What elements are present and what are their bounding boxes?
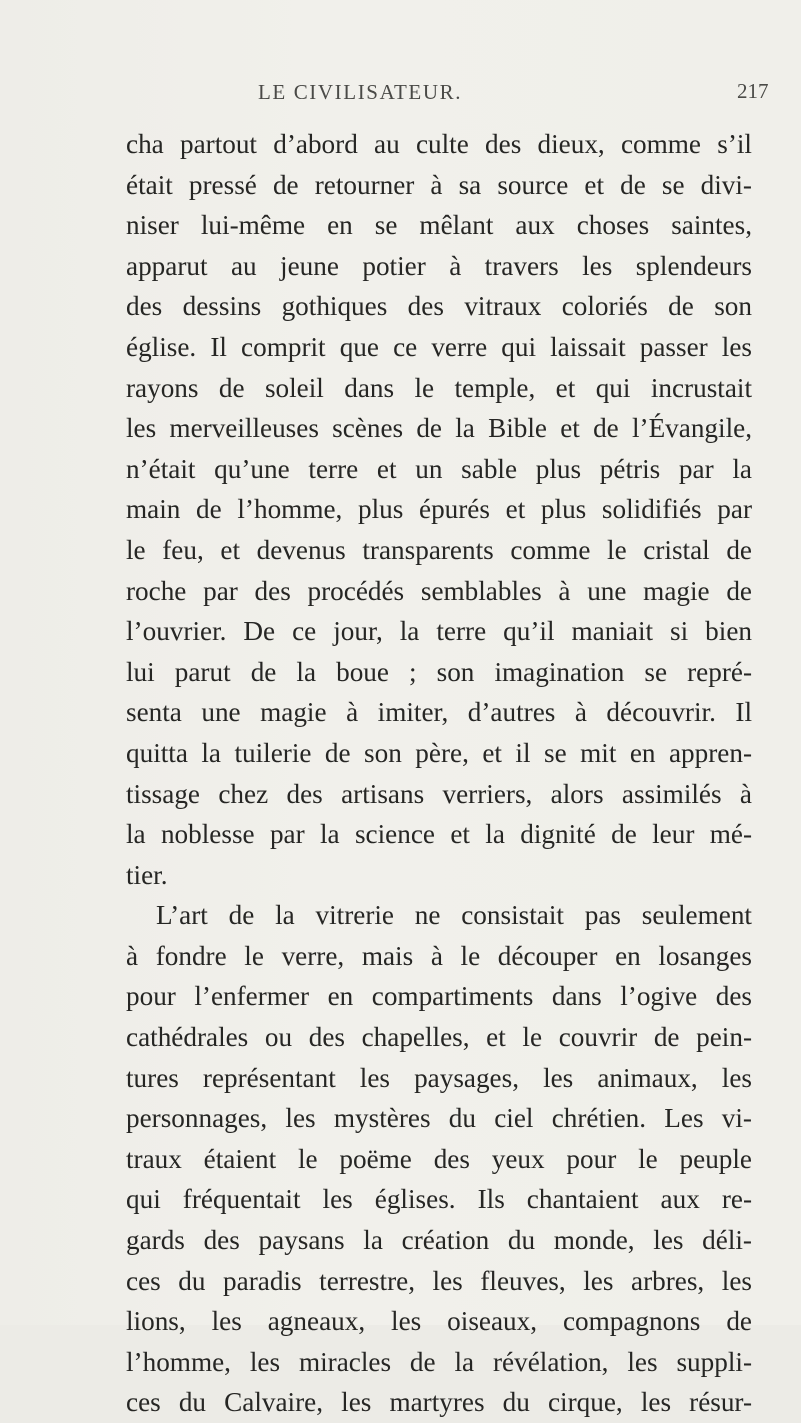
text-line: des dessins gothiques des vitraux coloriés de son bbox=[126, 291, 752, 322]
page-number: 217 bbox=[737, 79, 769, 103]
text-line: le feu, et devenus transparents comme le cristal de bbox=[126, 534, 752, 565]
text-line: n’était qu’une terre et un sable plus pétris par la bbox=[126, 453, 752, 484]
text-line-paragraph-start: L’art de la vitrerie ne consistait pas seulement bbox=[156, 900, 752, 931]
text-line: cathédrales ou des chapelles, et le couvrir de pein- bbox=[126, 1022, 752, 1053]
text-line: tissage chez des artisans verriers, alors assimilés à bbox=[126, 778, 752, 809]
text-line: ces du paradis terrestre, les fleuves, les arbres, les bbox=[126, 1265, 752, 1296]
text-line-paragraph-end: tier. bbox=[126, 859, 168, 890]
text-line: main de l’homme, plus épurés et plus solidifiés par bbox=[126, 494, 752, 525]
text-line: église. Il comprit que ce verre qui laissait passer les bbox=[126, 331, 752, 362]
running-header bbox=[0, 78, 801, 112]
text-line: traux étaient le poëme des yeux pour le peuple bbox=[126, 1143, 752, 1174]
text-line: lui parut de la boue ; son imagination se repré- bbox=[126, 656, 752, 687]
text-line: senta une magie à imiter, d’autres à découvrir. Il bbox=[126, 697, 752, 728]
text-line: lions, les agneaux, les oiseaux, compagnons de bbox=[126, 1306, 752, 1337]
text-line: roche par des procédés semblables à une magie de bbox=[126, 575, 752, 606]
text-line: la noblesse par la science et la dignité de leur mé- bbox=[126, 819, 752, 850]
text-line: était pressé de retourner à sa source et de se divi- bbox=[126, 169, 752, 200]
text-line: l’homme, les miracles de la révélation, les suppli- bbox=[126, 1346, 752, 1377]
text-line: tures représentant les paysages, les animaux, les bbox=[126, 1062, 752, 1093]
text-line: ces du Calvaire, les martyres du cirque, les résur- bbox=[126, 1387, 752, 1418]
text-line: à fondre le verre, mais à le découper en losanges bbox=[126, 940, 752, 971]
body-text bbox=[126, 124, 752, 1423]
text-line: pour l’enfermer en compartiments dans l’ogive des bbox=[126, 981, 752, 1012]
text-line: l’ouvrier. De ce jour, la terre qu’il maniait si bien bbox=[126, 616, 752, 647]
text-line: quitta la tuilerie de son père, et il se mit en appren- bbox=[126, 737, 752, 768]
text-line: apparut au jeune potier à travers les splendeurs bbox=[126, 250, 752, 281]
text-line: cha partout d’abord au culte des dieux, comme s’il bbox=[126, 129, 752, 159]
text-line: personnages, les mystères du ciel chrétien. Les vi- bbox=[126, 1103, 752, 1134]
text-line: les merveilleuses scènes de la Bible et de l’Évangile, bbox=[126, 413, 752, 444]
running-header-title: LE CIVILISATEUR. bbox=[258, 80, 463, 104]
text-line: qui fréquentait les églises. Ils chantaient aux re- bbox=[126, 1184, 752, 1215]
text-line: gards des paysans la création du monde, les déli- bbox=[126, 1225, 752, 1256]
text-line: niser lui-même en se mêlant aux choses saintes, bbox=[126, 210, 752, 241]
text-line: rayons de soleil dans le temple, et qui incrustait bbox=[126, 372, 752, 403]
